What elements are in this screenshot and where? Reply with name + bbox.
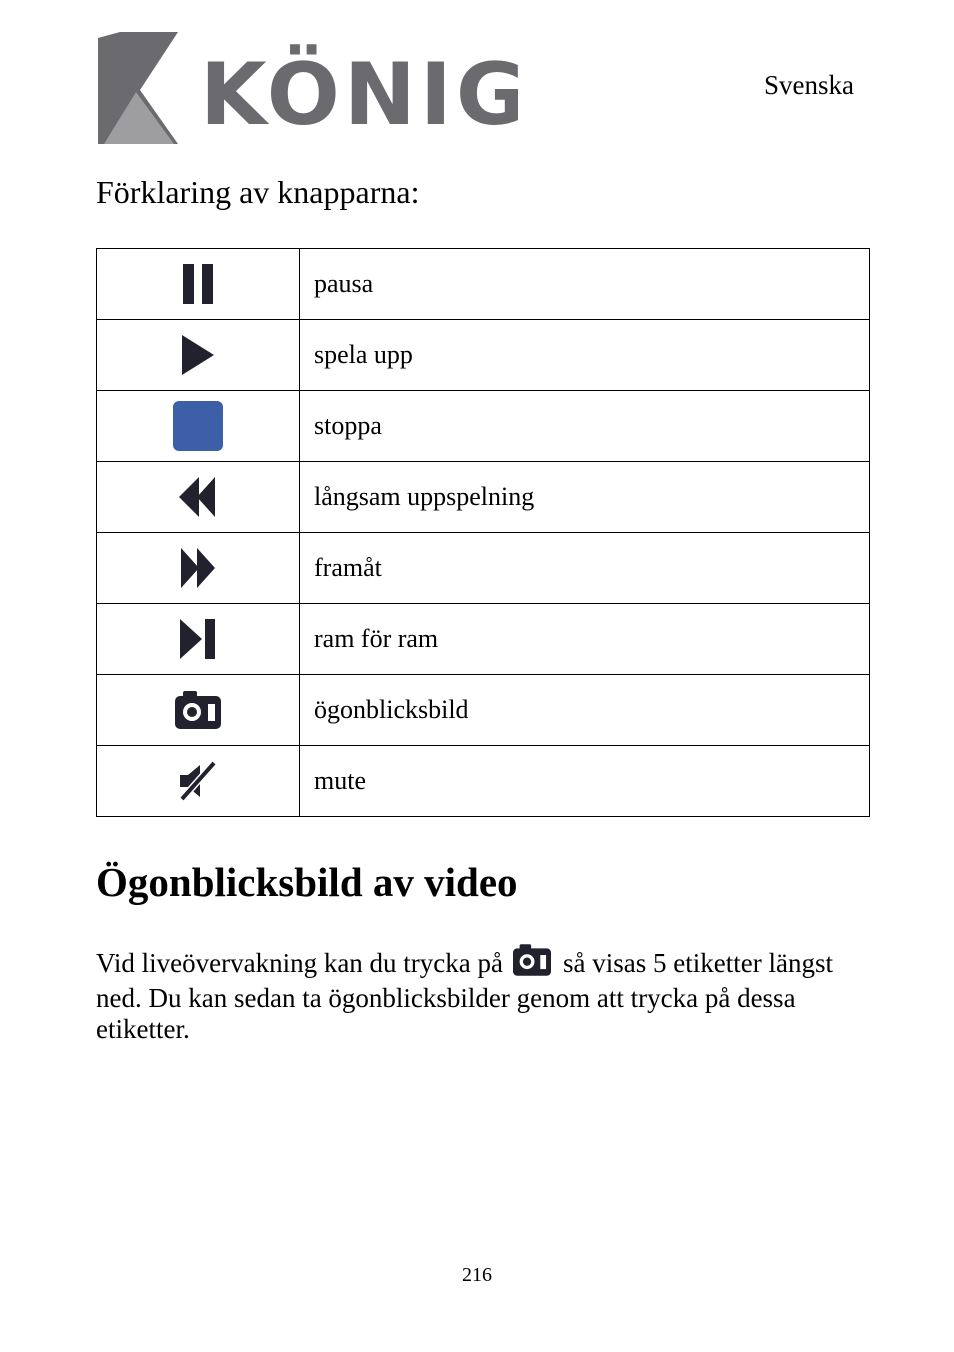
camera-icon: [175, 691, 221, 729]
legend-label: stoppa: [300, 391, 870, 462]
paragraph-text-start: Vid liveövervakning kan du trycka på: [96, 948, 504, 978]
legend-label: pausa: [300, 249, 870, 320]
buttons-legend-title: Förklaring av knapparna:: [96, 174, 420, 210]
legend-label: ögonblicksbild: [300, 675, 870, 746]
play-icon: [180, 334, 216, 376]
language-label: Svenska: [764, 70, 854, 100]
paragraph-text-end: så visas 5 etiketter längst ned. Du kan sedan ta ögonblicksbilder genom att trycka på dessa etiketter.: [96, 948, 833, 1044]
table-row: [97, 320, 870, 391]
table-row: [97, 746, 870, 817]
pause-icon: [182, 264, 214, 304]
fast-forward-icon: [179, 548, 217, 588]
stop-icon: [173, 401, 223, 451]
page-number: 216: [462, 1264, 492, 1286]
table-row: [97, 391, 870, 462]
mute-icon: [178, 761, 218, 801]
legend-label: ram för ram: [300, 604, 870, 675]
legend-label: långsam uppspelning: [300, 462, 870, 533]
section-paragraph: [96, 944, 856, 1045]
step-forward-icon: [180, 619, 216, 659]
legend-label: spela upp: [300, 320, 870, 391]
camera-icon: [513, 944, 551, 976]
konig-logo: [98, 32, 518, 146]
table-row: [97, 533, 870, 604]
rewind-icon: [179, 477, 217, 517]
svg-text:KÖNIG: KÖNIG: [200, 45, 518, 145]
buttons-legend-table: [96, 248, 870, 817]
table-row: [97, 675, 870, 746]
legend-label: framåt: [300, 533, 870, 604]
table-row: [97, 249, 870, 320]
legend-label: mute: [300, 746, 870, 817]
table-row: [97, 462, 870, 533]
table-row: [97, 604, 870, 675]
section-heading: Ögonblicksbild av video: [96, 859, 518, 905]
